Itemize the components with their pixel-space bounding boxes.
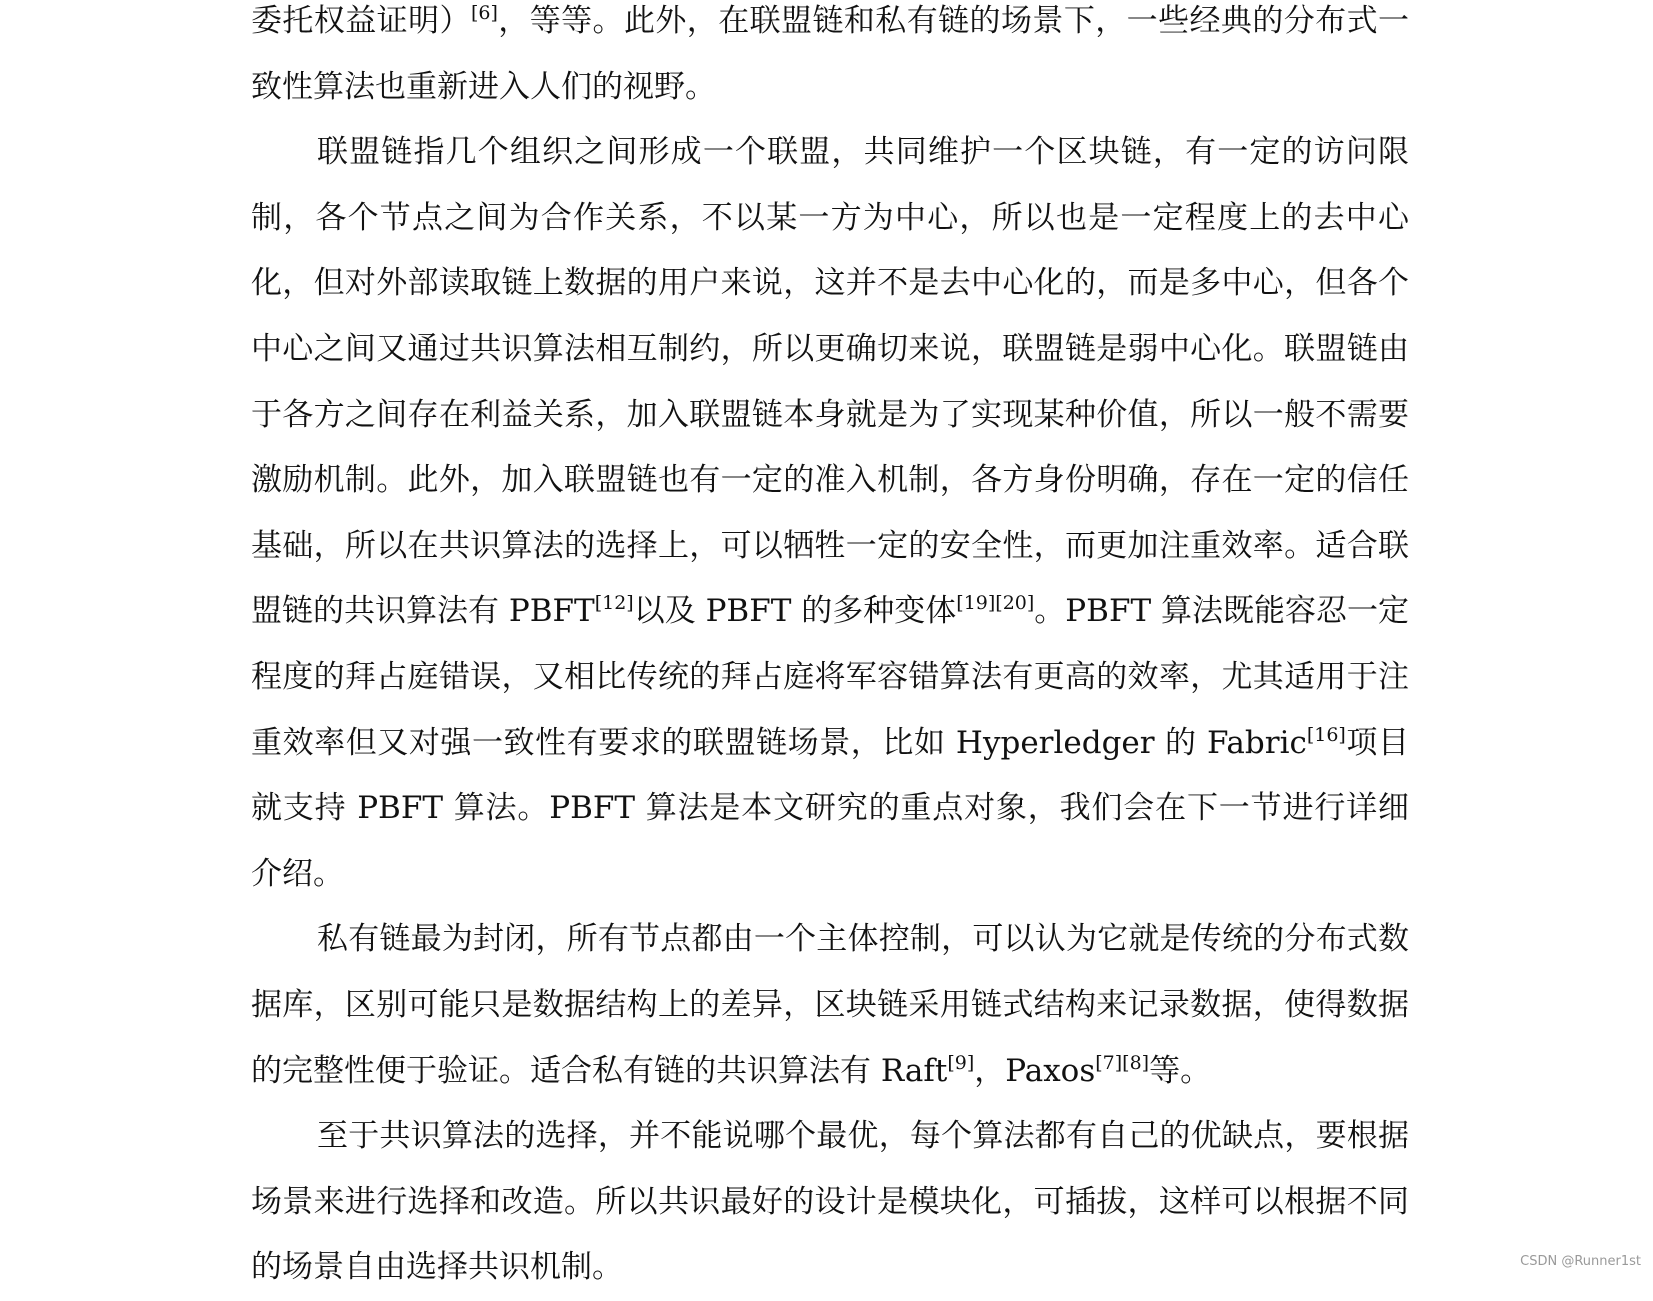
paragraph-text: 等。 bbox=[1149, 1052, 1212, 1089]
citation-superscript: [16] bbox=[1306, 723, 1346, 746]
paragraph-text: 至于共识算法的选择，并不能说哪个最优，每个算法都有自己的优缺点，要根据场景来进行选择和改造。所以共识最好的设计是模块化，可插拔，这样可以根据不同的场景自由选择共识机制。 bbox=[251, 1118, 1409, 1286]
watermark: CSDN @Runner1st bbox=[1520, 1254, 1641, 1269]
citation-superscript: [19][20] bbox=[956, 592, 1035, 615]
paragraph-text: 以及 PBFT 的多种变体 bbox=[633, 593, 957, 630]
paragraph-text: 联盟链指几个组织之间形成一个联盟，共同维护一个区块链，有一定的访问限制，各个节点之间为合作关系，不以某一方为中心，所以也是一定程度上的去中心化，但对外部读取链上数据的用户来说，这并不是去中心化的，而是多中心，但各个中心之间又通过共识算法相互制约，所以更确切来说，联盟链是弱中心化。联盟链由于各方之间存在利益关系，加入联盟链本身就是为了实现某种价值，所以一般不需要激励机制。此外，加入联盟链也有一定的准入机制，各方身份明确，存在一定的信任基础，所以在共识算法的选择上，可以牺牲一定的安全性，而更加注重效率。适合联盟链的共识算法有 PBFT bbox=[251, 134, 1409, 630]
document-page bbox=[251, 0, 1409, 1301]
citation-superscript: [12] bbox=[594, 592, 634, 615]
paragraph bbox=[251, 0, 1409, 120]
paragraph-text: 。PBFT 算法既能容忍一定程度的拜占庭错误，又相比传统的拜占庭将军容错算法有更高的效率，尤其适用于注重效率但又对强一致性有要求的联盟链场景，比如 Hyperledger 的 Fabric bbox=[251, 593, 1409, 761]
paragraph-text: 项目就支持 PBFT 算法。PBFT 算法是本文研究的重点对象，我们会在下一节进行详细介绍。 bbox=[251, 724, 1409, 892]
paragraph bbox=[251, 1104, 1409, 1301]
paragraph-text: 委托权益证明） bbox=[251, 3, 471, 39]
paragraph-text: 私有链最为封闭，所有节点都由一个主体控制，可以认为它就是传统的分布式数据库，区别可能只是数据结构上的差异，区块链采用链式结构来记录数据，使得数据的完整性便于验证。适合私有链的共识算法有 Raft bbox=[251, 921, 1409, 1089]
paragraph-text: ，Paxos bbox=[974, 1052, 1096, 1089]
citation-superscript: [6] bbox=[470, 2, 498, 24]
paragraph bbox=[251, 907, 1409, 1104]
citation-superscript: [7][8] bbox=[1095, 1051, 1150, 1074]
paragraph bbox=[251, 120, 1409, 907]
citation-superscript: [9] bbox=[947, 1051, 975, 1074]
paragraph-text: ，等等。此外，在联盟链和私有链的场景下，一些经典的分布式一致性算法也重新进入人们的视野。 bbox=[251, 3, 1410, 105]
